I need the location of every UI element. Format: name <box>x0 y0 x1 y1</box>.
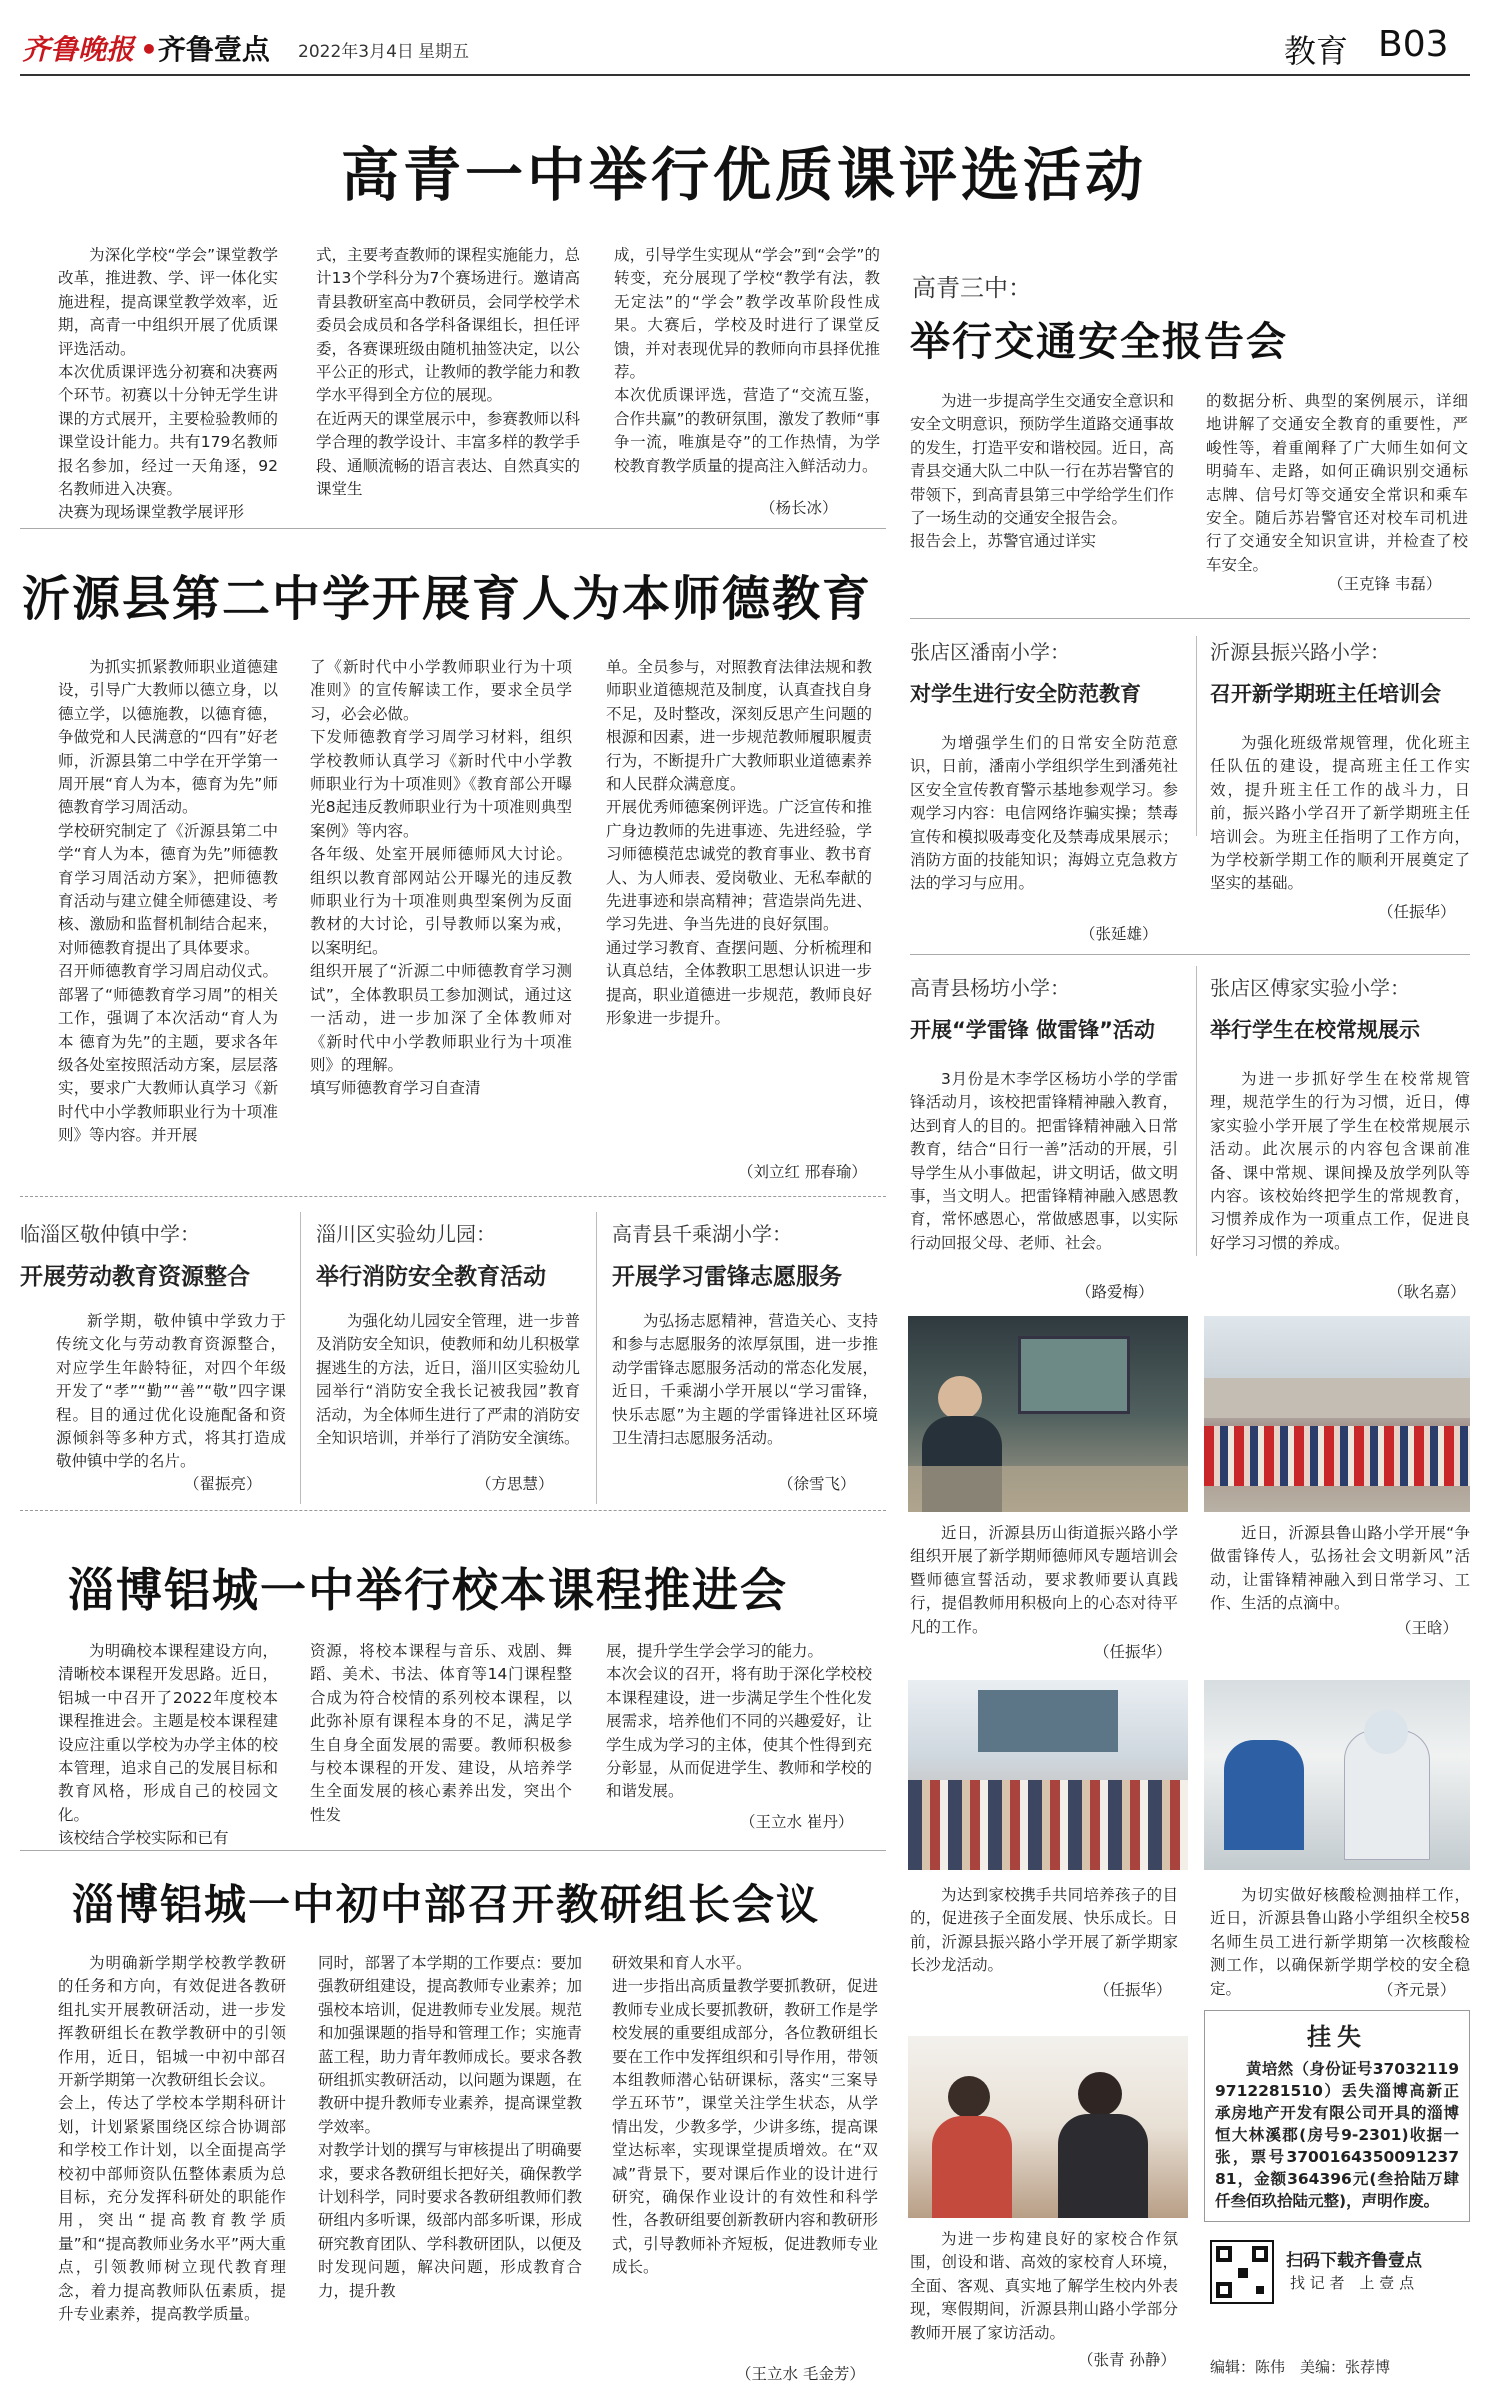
body-col-2: 的数据分析、典型的案例展示，详细地讲解了交通安全教育的重要性，严峻性等，着重阐释了广大师生如何文明骑车、走路，如何正确识别交通标志牌、信号灯等交通安全常识和乘车安全。随后苏岩警官还对校车司机进行了交通安全知识宣讲，并检查了校车安全。 <box>1206 392 1468 574</box>
kicker: 张店区潘南小学： <box>910 640 1070 664</box>
headline: 举行学生在校常规展示 <box>1210 1018 1420 1042</box>
headline: 开展学习雷锋志愿服务 <box>612 1264 842 1290</box>
headline: 开展劳动教育资源整合 <box>20 1264 250 1290</box>
body-col-1: 为深化学校“学会”课堂教学改革，推进教、学、评一体化实施进程，提高课堂教学效率，近期，高青一中组织开展了优质课评选活动。 本次优质课评选分初赛和决赛两个环节。初赛以十分钟无学生讲课的方式展开，主要检验教师的课堂设计能力。共有179名教师报名参加，经过一天角逐，92名教师进入决赛。 决赛为现场课堂教学展评形 <box>58 246 278 522</box>
issue-weekday: 星期五 <box>418 42 469 62</box>
byline: （张延雄） <box>1080 925 1158 943</box>
body-col-2: 资源，将校本课程与音乐、戏剧、舞蹈、美术、书法、体育等14门课程整合成为符合校情的系列校本课程，以此弥补原有课程本身的不足，满足学生自身全面发展的需要。教师积极参与校本课程的开发、建设，从培养学生全面发展的核心素养出发，突出个性发 <box>310 1642 572 1824</box>
body-col-1: 为抓实抓紧教师职业道德建设，引导广大教师以德立身，以德立学，以德施教，以德育德，争做党和人民满意的“四有”好老师，沂源县第二中学在开学第一周开展“育人为本，德育为先”师德教育学习周活动。 学校研究制定了《沂源县第二中学“育人为本，德育为先”师德教育学习周活动方案》，把师德教育活动与建立健全师德建设、考核、激励和监督机制结合起来，对师德教育提出了具体要求。 召开师德教育学习周启动仪式。部署了“师德教育学习周”的相关工作，强调了本次活动“育人为本 德育为先”的主题，要求各年级各处室按照活动方案，层层落实，要求广大教师认真学习《新时代中小学教师职业行为十项准则》等内容。并开展 <box>58 658 278 1145</box>
issue-date: 2022年3月4日 <box>298 42 414 62</box>
rule <box>20 528 886 529</box>
divider <box>596 1212 597 1504</box>
body-col-1: 为进一步提高学生交通安全意识和安全文明意识，预防学生道路交通事故的发生，打造平安和谐校园。近日，高青县交通大队二中队一行在苏岩警官的带领下，到高青县第三中学给学生们作了一场生动的交通安全报告会。 报告会上，苏警官通过详实 <box>910 392 1174 551</box>
headline: 淄博铝城一中举行校本课程推进会 <box>68 1563 788 1617</box>
body: 为强化班级常规管理，优化班主任队伍的建设，提高班主任工作实效，提升班主任工作的战斗力，日前，振兴路小学召开了新学期班主任培训会。为班主任指明了工作方向，为学校新学期工作的顺利开展奠定了坚实的基础。 <box>1210 734 1470 893</box>
byline: （任振华） <box>1094 1981 1172 1999</box>
body-col-3: 成，引导学生实现从“学会”到“会学”的转变，充分展现了学校“教学有法，教无定法”的“学会”教学改革阶段性成果。大赛后，学校及时进行了课堂反馈，并对表现优异的教师向市县择优推荐。 本次优质课评选，营造了“交流互鉴，合作共赢”的教研氛围，激发了教师“事争一流，唯旗是夺”的工作热情，为学校教育教学质量的提高注入鲜活动力。 <box>614 246 880 475</box>
headline: 召开新学期班主任培训会 <box>1210 682 1441 706</box>
headline: 开展“学雷锋 做雷锋”活动 <box>910 1018 1155 1042</box>
byline: （张青 孙静） <box>1078 2351 1176 2369</box>
byline: （齐元景） <box>1378 1981 1456 1999</box>
photo-parent-salon <box>908 1680 1188 1870</box>
photo-teacher-training <box>908 1316 1188 1512</box>
headline: 高青一中举行优质课评选活动 <box>340 141 1147 209</box>
kicker: 高青县千乘湖小学： <box>612 1222 792 1246</box>
kicker: 张店区傅家实验小学： <box>1210 976 1410 1000</box>
caption-text: 为达到家校携手共同培养孩子的目的，促进孩子全面发展、快乐成长。日前，沂源县振兴路小学开展了新学期家长沙龙活动。 <box>910 1886 1178 1975</box>
rule <box>910 954 1470 955</box>
headline: 对学生进行安全防范教育 <box>910 682 1141 706</box>
body-col-2: 同时，部署了本学期的工作要点：要加强教研组建设，提高教师专业素养；加强校本培训，促进教师专业发展。规范和加强课题的指导和管理工作；实施青蓝工程，助力青年教师成长。要求各教研组抓实教研活动，以问题为课题，在教研中提升教师专业素养，提高课堂教学效率。 对教学计划的撰写与审核提出了明确要求，要求各教研组长把好关，确保教学计划科学，同时要求各教研组教师们教研组内多听课，级部内部多听课，形成研究教育团队、学科教研团队，以便及时发现问题，解决问题，形成教育合力，提升教 <box>318 1954 582 2300</box>
rule <box>20 1850 886 1851</box>
photo-home-visit <box>908 2036 1188 2218</box>
qr-code[interactable] <box>1210 2240 1274 2304</box>
lost-notice-body: 黄培然（身份证号370321199712281510）丢失淄博高新正承房地产开发有限公司开具的淄博恒大林溪郡(房号9-2301)收据一张，票号370016435009123781，金额364396元(叁拾陆万肆仟叁佰玖拾陆元整)，声明作废。 <box>1215 2060 1459 2210</box>
body-col-3: 单。全员参与，对照教育法律法规和教师职业道德规范及制度，认真查找自身不足，及时整改，深刻反思产生问题的根源和因素，进一步规范教师履职履责行为，不断提升广大教师职业道德素养和人民群众满意度。 开展优秀师德案例评选。广泛宣传和推广身边教师的先进事迹、先进经验，学习师德模范忠诚党的教育事业、教书育人、为人师表、爱岗敬业、无私奉献的先进事迹和崇高精神；营造崇尚先进、学习先进、争当先进的良好氛围。 通过学习教育、查摆问题、分析梳理和认真总结，全体教职工思想认识进一步提高，职业道德进一步规范，教师良好形象进一步提升。 <box>606 658 872 1028</box>
byline: （方思慧） <box>476 1475 554 1493</box>
byline: （杨长冰） <box>760 499 838 517</box>
caption-text: 近日，沂源县鲁山路小学开展“争做雷锋传人，弘扬社会文明新风”活动，让雷锋精神融入到日常学习、工作、生活的点滴中。 <box>1210 1524 1470 1613</box>
byline: （路爱梅） <box>1076 1283 1154 1301</box>
body: 为增强学生们的日常安全防范意识，日前，潘南小学组织学生到潘苑社区安全宣传教育警示基地参观学习。参观学习内容：电信网络诈骗实操；禁毒宣传和模拟吸毒变化及禁毒成果展示；消防方面的技能知识；海姆立克急救方法的学习与应用。 <box>910 734 1178 893</box>
body: 为进一步抓好学生在校常规管理，规范学生的行为习惯，近日，傅家实验小学开展了学生在校常规展示活动。此次展示的内容包含课前准备、课中常规、课间操及放学列队等内容。该校始终把学生的常规教育，习惯养成作为一项重点工作，促进良好学习习惯的养成。 <box>1210 1070 1470 1252</box>
kicker: 高青县杨坊小学： <box>910 976 1070 1000</box>
headline: 淄博铝城一中初中部召开教研组长会议 <box>72 1880 821 1929</box>
paper-logo <box>22 28 134 68</box>
kicker: 沂源县振兴路小学： <box>1210 640 1390 664</box>
paper-name: 齐鲁晚报 <box>22 33 135 66</box>
byline: （徐雪飞） <box>778 1475 856 1493</box>
body-col-2: 了《新时代中小学教师职业行为十项准则》的宣传解读工作，要求全员学习，必会必做。 下发师德教育学习周学习材料，组织学校教师认真学习《新时代中小学教师职业行为十项准则》《教育部公开曝光8起违反教师职业行为十项准则典型案例》等内容。 各年级、处室开展师德师风大讨论。组织以教育部网站公开曝光的违反教师职业行为十项准则典型案例为反面教材的大讨论，引导教师以案为戒，以案明纪。 组织开展了“沂源二中师德教育学习测试”，全体教职员工参加测试，通过这一活动，进一步加深了全体教师对《新时代中小学教师职业行为十项准则》的理解。 填写师德教育学习自查清 <box>310 658 572 1098</box>
masthead <box>0 0 1488 72</box>
headline: 举行消防安全教育活动 <box>316 1264 546 1290</box>
body-col-1: 为明确新学期学校教学教研的任务和方向，有效促进各教研组扎实开展教研活动，进一步发挥教研组长在教学教研中的引领作用，近日，铝城一中初中部召开新学期第一次教研组长会议。 会上，传达了学校本学期科研计划，计划紧紧围绕区综合协调部和学校工作计划，以全面提高学校初中部师资队伍整体素质为总目标，充分发挥科研处的职能作用，突出“提高教育教学质量”和“提高教师业务水平”两大重点，引领教师树立现代教育理念，着力提高教师队伍素质，提升专业素养，提高教学质量。 <box>58 1954 286 2324</box>
brand-logo: •齐鲁壹点 <box>140 33 270 66</box>
rule <box>20 1510 886 1511</box>
body-col-3: 研效果和育人水平。 进一步指出高质量教学要抓教研，促进教师专业成长要抓教研，教研工作是学校发展的重要组成部分，各位教研组长要在工作中发挥组织和引导作用，带领本组教师潜心钻研课标，落实“三案导学五环节”，课堂关注学生状态，从学情出发，少教多学，少讲多练，提高课堂达标率，实现课堂提质增效。在“双减”背景下，要对课后作业的设计进行研究，确保作业设计的有效性和科学性，各教研组要创新教研内容和教研形式，引导教师补齐短板，促进教师专业成长。 <box>612 1954 878 2277</box>
qr-caption: 扫码下载齐鲁壹点 <box>1286 2251 1422 2271</box>
byline: （任振华） <box>1094 1643 1172 1661</box>
byline: （翟振亮） <box>184 1475 262 1493</box>
body-col-3: 展，提升学生学会学习的能力。 本次会议的召开，将有助于深化学校校本课程建设，进一步满足学生个性化发展需求，培养他们不同的兴趣爱好，让学生成为学习的主体，使其个性得到充分彰显，从而促进学生、教师和学校的和谐发展。 <box>606 1642 872 1801</box>
body: 3月份是木李学区杨坊小学的学雷锋活动月，该校把雷锋精神融入教育，达到育人的目的。把雷锋精神融入日常教育，结合“日行一善”活动的开展，引导学生从小事做起，讲文明话，做文明事，当文明人。把雷锋精神融入感恩教育，常怀感恩心，常做感恩事，以实际行动回报父母、老师、社会。 <box>910 1070 1178 1252</box>
lost-notice <box>1204 2010 1470 2222</box>
rule <box>910 618 1470 619</box>
divider <box>1196 636 1197 836</box>
byline: （任振华） <box>1378 903 1456 921</box>
masthead-rule <box>20 74 1470 76</box>
body: 新学期，敬仲镇中学致力于传统文化与劳动教育资源整合，对应学生年龄特征，对四个年级开发了“孝”“勤”“善”“敬”四字课程。目的通过优化设施配备和资源倾斜等多种方式，将其打造成敬仲镇中学的名片。 <box>56 1312 286 1471</box>
byline: （王晗） <box>1396 1619 1459 1637</box>
headline: 沂源县第二中学开展育人为本师德教育 <box>22 571 873 627</box>
body-col-1: 为明确校本课程建设方向，清晰校本课程开发思路。近日，铝城一中召开了2022年度校本课程推进会。主题是校本课程建设应注重以学校为办学主体的校本管理，追求自己的发展目标和教育风格，形成自己的校园文化。 该校结合学校实际和已有 <box>58 1642 278 1848</box>
caption-text: 为进一步构建良好的家校合作氛围，创设和谐、高效的家校育人环境，全面、客观、真实地了解学生校内外表现，寒假期间，沂源县荆山路小学部分教师开展了家访活动。 <box>910 2230 1178 2342</box>
divider <box>300 1212 301 1504</box>
section-name: 教育 <box>1284 32 1349 70</box>
byline: （刘立红 邢春瑜） <box>738 1163 867 1181</box>
byline: （王立水 崔丹） <box>740 1813 854 1831</box>
byline: （王克锋 韦磊） <box>1328 575 1442 593</box>
lost-notice-title: 挂失 <box>1307 2023 1367 2051</box>
photo-nucleic-acid-test <box>1204 1680 1470 1870</box>
body: 为弘扬志愿精神，营造关心、支持和参与志愿服务的浓厚氛围，进一步推动学雷锋志愿服务活动的常态化发展，近日，千乘湖小学开展以“学习雷锋，快乐志愿”为主题的学雷锋进社区环境卫生清扫志愿服务活动。 <box>612 1312 878 1448</box>
kicker: 临淄区敬仲镇中学： <box>20 1222 200 1246</box>
photo-lei-feng-activity <box>1204 1316 1470 1512</box>
divider <box>1196 966 1197 1256</box>
caption-text: 近日，沂源县历山街道振兴路小学组织开展了新学期师德师风专题培训会暨师德宣誓活动，要求教师要认真践行，提倡教师用积极向上的心态对待平凡的工作。 <box>910 1524 1178 1636</box>
editor-credits: 编辑：陈伟 美编：张荐博 <box>1210 2358 1391 2376</box>
body-col-2: 式，主要考查教师的课程实施能力，总计13个学科分为7个赛场进行。邀请高青县教研室高中教研员，会同学校学术委员会成员和各学科备课组长，担任评委，各赛课班级由随机抽签决定，以公平公正的形式，让教师的教学能力和教学水平得到全方位的展现。 在近两天的课堂展示中，参赛教师以科学合理的教学设计、丰富多样的教学手段、通顺流畅的语言表达、自然真实的课堂生 <box>316 246 580 499</box>
byline: （王立水 毛金芳） <box>736 2365 865 2383</box>
body: 为强化幼儿园安全管理，进一步普及消防安全知识，使教师和幼儿积极掌握逃生的方法，近日，淄川区实验幼儿园举行“消防安全我长记被我园”教育活动，为全体师生进行了严肃的消防安全知识培训，并举行了消防安全演练。 <box>316 1312 580 1448</box>
qr-caption-sub: 找 记 者 上 壹 点 <box>1290 2274 1415 2292</box>
caption-text: 为切实做好核酸检测抽样工作，近日，沂源县鲁山路小学组织全校58名师生员工进行新学期第一次核酸检测工作，以确保新学期学校的安全稳定。 <box>1210 1886 1470 1998</box>
headline: 举行交通安全报告会 <box>910 318 1288 365</box>
kicker: 淄川区实验幼儿园： <box>316 1222 496 1246</box>
page-number: B03 <box>1378 24 1449 65</box>
brand-name: 齐鲁壹点 <box>157 33 270 66</box>
kicker: 高青三中： <box>912 274 1032 302</box>
byline: （耿名嘉） <box>1388 1283 1466 1301</box>
rule <box>20 1196 886 1197</box>
